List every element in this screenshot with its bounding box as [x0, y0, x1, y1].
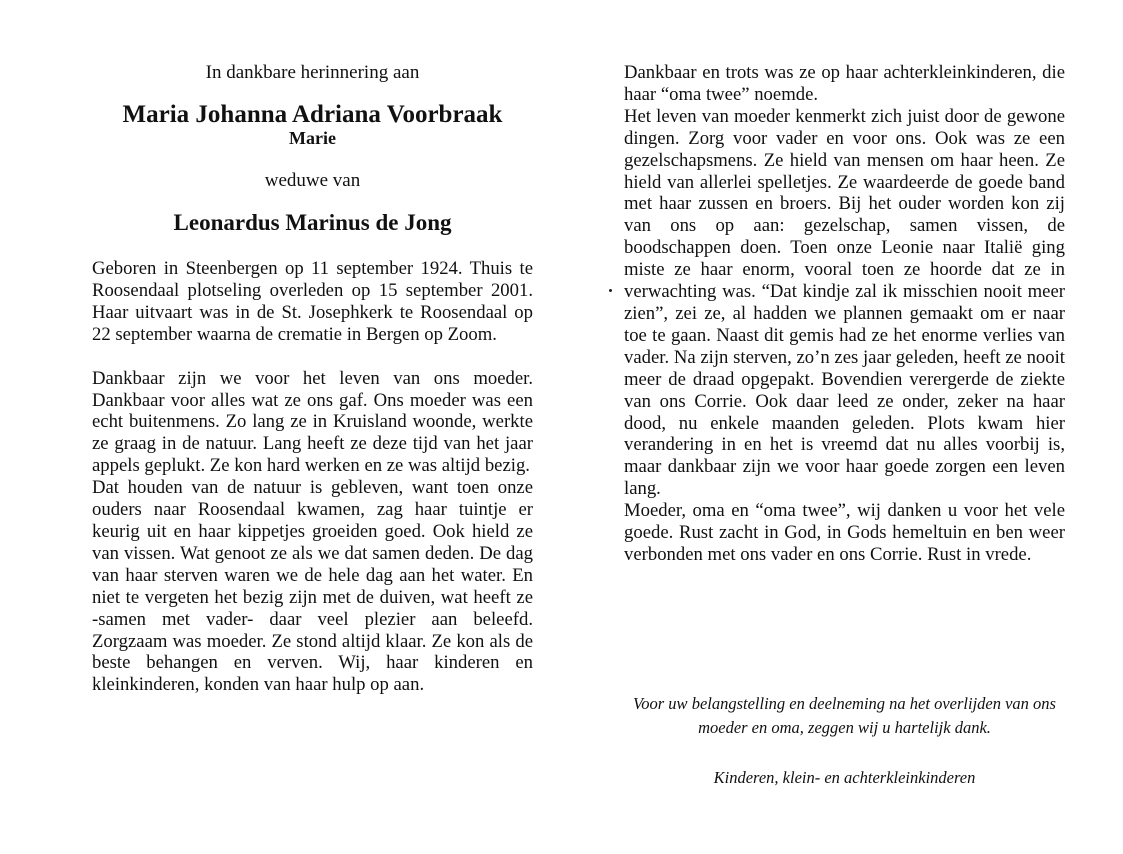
- intro-line: In dankbare herinnering aan: [205, 62, 420, 83]
- husband-name: Leonardus Marinus de Jong: [173, 210, 452, 235]
- left-column: [92, 62, 533, 696]
- print-speck: [609, 289, 612, 292]
- paragraph-gap: [92, 346, 533, 368]
- widow-of-line: weduwe van: [264, 170, 361, 191]
- thanks-note: Voor uw belangstelling en deelneming na het overlijden van ons moeder en oma, zeggen wij u hartelijk dank.: [633, 694, 1056, 737]
- birth-death-paragraph: Geboren in Steenbergen op 11 september 1924. Thuis te Roosendaal plotseling overleden op 15 september 2001. Haar uitvaart was in de St. Josephkerk te Roosendaal op 22 september waarna de crematie in Bergen op Zoom.: [92, 258, 533, 345]
- nature-paragraph: Dat houden van de natuur is gebleven, want toen onze ouders naar Roosendaal kwamen, zag haar tuintje er keurig uit en haar kippetjes groeiden goed. Ook hield ze van vissen. Wat genoot ze als we dat samen deden. De dag van haar sterven waren we de hele dag aan het water. En niet te vergeten het bezig zijn met de duiven, wat heeft ze -samen met vader- daar veel plezier aan beleefd. Zorgzaam was moeder. Ze stond altijd klaar. Ze kon als de beste behangen en verven. Wij, haar kinderen en kleinkinderen, konden van haar hulp op aan.: [92, 477, 533, 696]
- farewell-paragraph: Moeder, oma en “oma twee”, wij danken u voor het vele goede. Rust zacht in God, in Gods hemeltuin en ben weer verbonden met ons vader en ons Corrie. Rust in vrede.: [624, 500, 1065, 565]
- life-paragraph: Het leven van moeder kenmerkt zich juist door de gewone dingen. Zorg voor vader en voor ons. Ook was ze een gezelschapsmens. Ze hield van mensen om haar heen. Ze hield van allerlei spelletjes. Ze waardeerde de goede band met haar zussen en broers. Bij het ouder worden kon zij van ons op aan: gezelschap, samen vissen, de boodschappen doen. Toen onze Leonie naar Italië ging miste ze haar enorm, vooral toen ze hoorde dat ze in verwachting was. “Dat kindje zal ik misschien nooit meer zien”, zei ze, al hadden we plannen gemaakt om er naar toe te gaan. Naast dit gemis had ze het enorme verlies van vader. Na zijn sterven, zo’n zes jaar geleden, heeft ze nooit meer de draad opgepakt. Bovendien verergerde de ziekte van ons Corrie. Ook daar leed ze onder, zeker na haar dood, nu enkele maanden geleden. Plots kwam hier verandering in en het is vreemd dat nu alles voorbij is, maar dankbaar zijn we voor haar goede zorgen een leven lang.: [624, 105, 1065, 500]
- right-column: [624, 62, 1065, 566]
- gratitude-paragraph: Dankbaar zijn we voor het leven van ons moeder. Dankbaar voor alles wat ze ons gaf. Ons moeder was een echt buitenmens. Zo lang ze in Kruisland woonde, werkte ze graag in de natuur. Lang heeft ze deze tijd van het jaar appels geplukt. Ze kon hard werken en ze was altijd bezig.: [92, 367, 533, 477]
- deceased-full-name: Maria Johanna Adriana Voorbraak: [122, 101, 503, 128]
- grandchildren-paragraph: Dankbaar en trots was ze op haar achterkleinkinderen, die haar “oma twee” noemde.: [624, 62, 1065, 105]
- deceased-call-name: Marie: [289, 128, 336, 148]
- signature-line: Kinderen, klein- en achterkleinkinderen: [713, 768, 976, 787]
